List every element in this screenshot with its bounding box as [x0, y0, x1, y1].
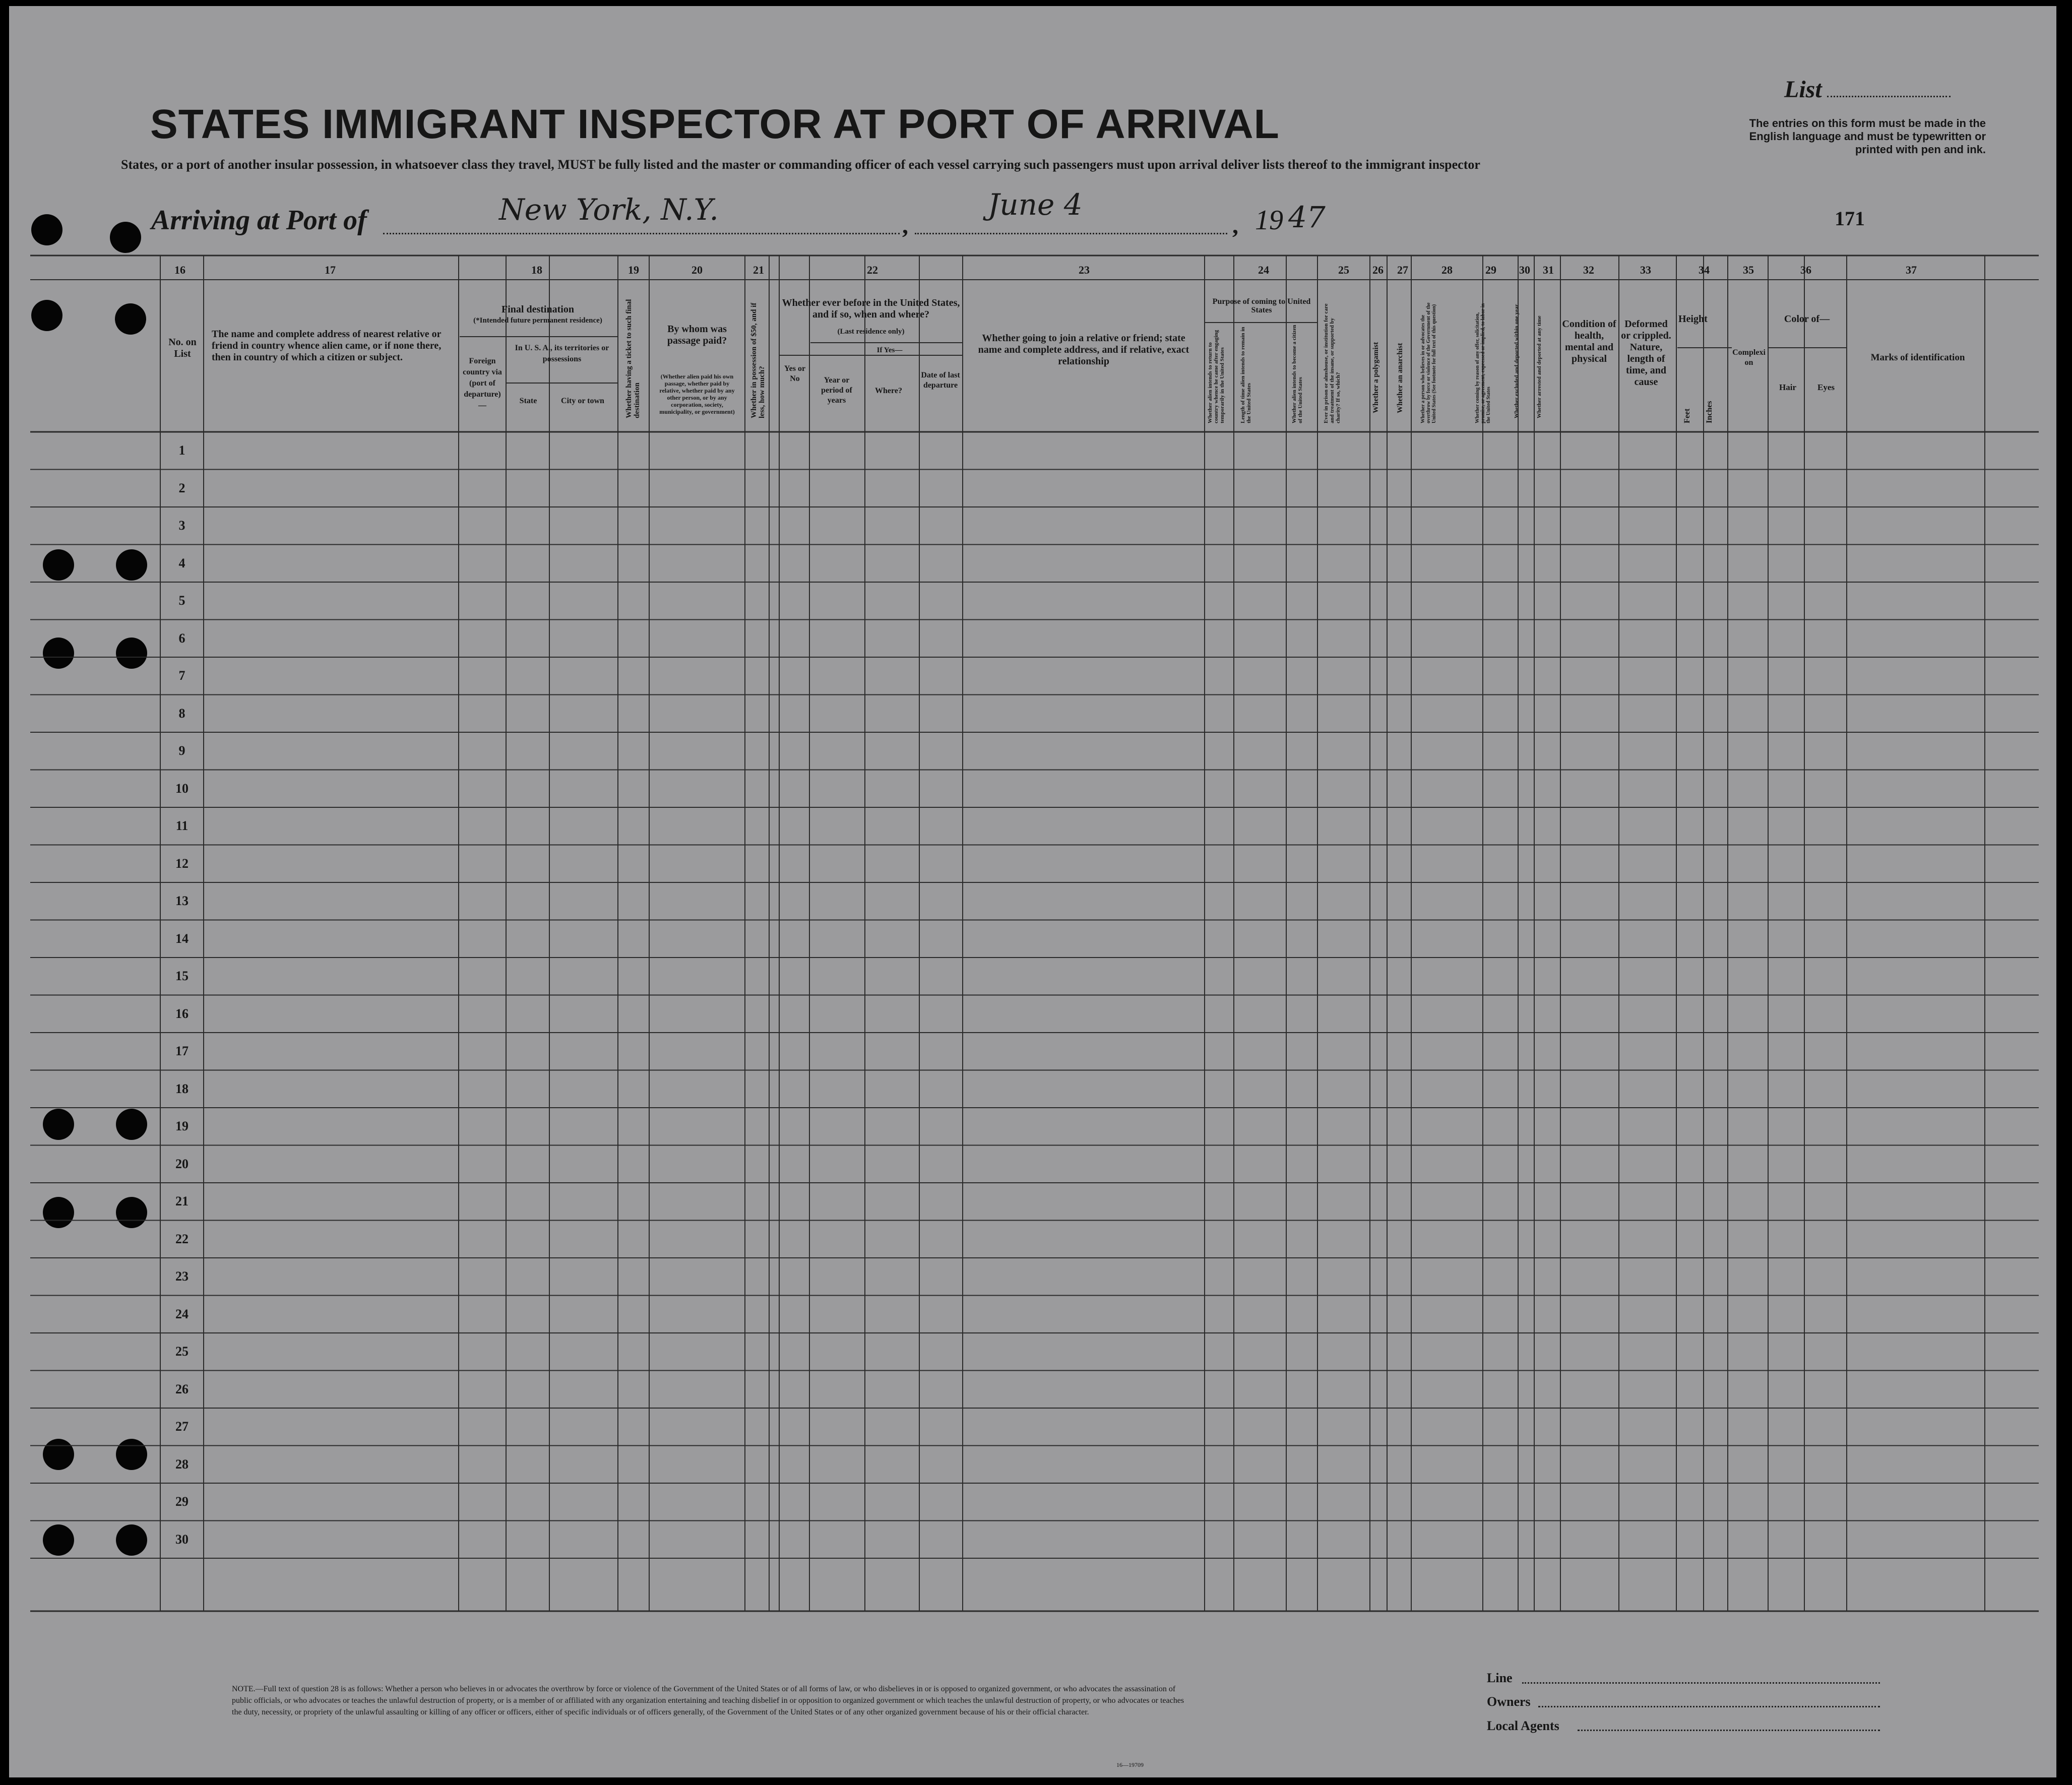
column-number: 25 [1338, 264, 1349, 276]
header-purpose-return: Whether alien intends to return to country whence he came after engaging temporarily in the United States [1207, 330, 1225, 423]
header-where: Where? [875, 387, 902, 395]
header-date-departure: Date of last departure [921, 371, 960, 390]
row-number: 16 [175, 1006, 189, 1021]
local-agents-label: Local Agents [1487, 1718, 1559, 1733]
header-fifty-dollars: Whether in possession of $50, and if less, how much? [750, 302, 766, 418]
header-city: City or town [561, 397, 604, 405]
row-number: 4 [178, 555, 185, 570]
row-number: 26 [175, 1381, 189, 1396]
header-year-period: Year or period of years [821, 376, 852, 405]
row-number: 2 [178, 480, 185, 495]
header-ever-before: Whether ever before in the United States, and if so, when and where? [782, 297, 960, 320]
arriving-label: Arriving at Port of [151, 205, 367, 236]
row-number: 5 [178, 593, 185, 608]
column-number: 27 [1397, 264, 1408, 276]
row-number: 25 [175, 1344, 189, 1359]
header-polygamist: Whether a polygamist [1372, 342, 1380, 413]
row-number: 29 [175, 1494, 189, 1509]
header-excluded: Whether excluded and deported within one year [1514, 304, 1520, 418]
form-subtitle: States, or a port of another insular possession, in whatsoever class they travel, MUST be fully listed and the master or commanding officer of each vessel carrying such passengers must upon arrival deliver lists thereof to the immigrant inspector [121, 157, 1480, 172]
header-yes-no: Yes or No [784, 364, 806, 383]
column-number: 32 [1583, 264, 1594, 276]
row-number: 30 [175, 1532, 189, 1547]
owners-field[interactable] [1538, 1706, 1880, 1707]
line-field[interactable] [1522, 1682, 1880, 1684]
header-purpose-citizen: Whether alien intends to become a citizen of the United States [1291, 325, 1303, 423]
header-anarchist: Whether an anarchist [1396, 343, 1404, 413]
header-purpose-length: Length of time alien intends to remain in the United States [1240, 327, 1252, 423]
row-number: 18 [175, 1081, 189, 1096]
line-label: Line [1487, 1671, 1513, 1685]
comma: , [1232, 212, 1238, 239]
header-passage-note: (Whether alien paid his own passage, whether paid by relative, whether paid by any other person, or by any corporation, society, municipality, or government) [659, 373, 735, 415]
header-passage-paid: By whom was passage paid? [667, 324, 727, 346]
row-number: 3 [178, 518, 185, 533]
header-state: State [519, 397, 537, 405]
row-number: 17 [175, 1044, 189, 1059]
header-if-yes: If Yes— [876, 346, 903, 354]
row-number: 10 [175, 781, 189, 796]
header-join-relative: Whether going to join a relative or friend; state name and complete address, and if relative, exact relationship [978, 333, 1189, 367]
row-number: 24 [175, 1306, 189, 1321]
header-deformed: Deformed or crippled. Nature, length of time, and cause [1621, 318, 1671, 388]
footnote: NOTE.—Full text of question 28 is as follows: Whether a person who believes in or advocates the overthrow by force or violence of the Government of the United States or of all forms of law, or who disbelieves in or is opposed to organized government, or who advocates the assassination of public officials, or who advocates or teaches the unlawful destruction of property, or is a member of or affiliated with any organization entertaining and teaching disbelief in or opposition to organized government or which teaches the unlawful destruction of property, or who advocates or teaches the duty, necessity, or propriety of the unlawful assaulting or killing of any officer or officers, either of specific individuals or of officers generally, of the Government of the United States or of any other organized government because of his or their official character. [232, 1685, 1184, 1716]
header-nearest-relative: The name and complete address of nearest relative or friend in country whence alien came, or if none there, then in country of which a citizen or subject. [212, 329, 442, 363]
header-ticket: Whether having a ticket to such final destination [625, 299, 641, 418]
row-number: 23 [175, 1269, 189, 1284]
header-marks: Marks of identification [1870, 352, 1965, 363]
port-handwritten: New York, N.Y. [499, 193, 719, 227]
column-number: 37 [1906, 264, 1917, 276]
year-prefix: 19 [1255, 205, 1283, 236]
row-number: 6 [178, 630, 185, 646]
column-number: 35 [1743, 264, 1754, 276]
form-title: STATES IMMIGRANT INSPECTOR AT PORT OF ARRIVAL [150, 101, 1280, 147]
header-overthrow: Whether a person who believes in or advocates the overthrow by force or violence of the Government of the United States (See footnote for full text of this question) [1420, 302, 1437, 423]
row-number: 12 [175, 856, 189, 871]
header-purpose: Purpose of coming to United States [1212, 297, 1311, 314]
column-number: 18 [531, 264, 542, 276]
header-hair: Hair [1779, 382, 1796, 392]
year-handwritten: 47 [1288, 200, 1326, 234]
column-number: 34 [1699, 264, 1710, 276]
header-feet: Feet [1683, 408, 1691, 423]
header-no-on-list: No. on List [168, 337, 197, 359]
column-number: 21 [753, 264, 764, 276]
comma: , [902, 212, 908, 239]
header-height: Height [1678, 313, 1708, 325]
column-number: 22 [867, 264, 878, 276]
column-number: 26 [1372, 264, 1384, 276]
header-inches: Inches [1705, 401, 1714, 423]
row-number: 1 [178, 443, 185, 458]
column-number: 28 [1441, 264, 1453, 276]
row-number: 22 [175, 1231, 189, 1246]
row-number: 9 [178, 743, 185, 758]
list-label: List [1784, 76, 1822, 103]
column-number: 19 [628, 264, 639, 276]
column-number: 33 [1640, 264, 1651, 276]
row-number: 14 [175, 931, 189, 946]
row-number: 21 [175, 1194, 189, 1209]
header-color-of: Color of— [1784, 313, 1830, 325]
header-complexion: Complexion [1732, 348, 1766, 367]
row-number: 27 [175, 1419, 189, 1434]
header-eyes: Eyes [1817, 382, 1835, 392]
owners-label: Owners [1487, 1694, 1531, 1709]
header-ever-before-note: (Last residence only) [837, 328, 905, 336]
row-number: 28 [175, 1456, 189, 1472]
header-prison: Ever in prison or almshouse, or institution for care and treatment of the insane, or supported by charity? If so, which? [1323, 303, 1341, 423]
row-number: 19 [175, 1119, 189, 1134]
header-arrested: Whether arrested and deported at any time [1536, 315, 1542, 418]
header-health: Condition of health, mental and physical [1562, 318, 1616, 364]
local-agents-field[interactable] [1578, 1730, 1880, 1731]
row-number: 20 [175, 1156, 189, 1171]
header-foreign-country: Foreign country via (port of departure)— [463, 357, 502, 410]
header-labor-offer: Whether coming by reason of any offer, solicitation, promise, or agreement, expressed or implied, to labor in the United States [1475, 303, 1491, 423]
row-number: 8 [178, 706, 185, 721]
form-code: 16—19709 [1116, 1761, 1144, 1768]
column-number: 29 [1485, 264, 1496, 276]
header-final-destination-note: (*Intended future permanent residence) [473, 316, 602, 325]
header-final-destination: Final destination [501, 304, 574, 315]
date-handwritten: June 4 [988, 187, 1083, 222]
form-notice: The entries on this form must be made in the English language and must be typewritten or printed with pen and ink. [1749, 117, 1986, 156]
column-number: 20 [692, 264, 703, 276]
column-number: 31 [1543, 264, 1554, 276]
header-in-usa: In U. S. A., its territories or possessions [515, 344, 609, 363]
row-number: 15 [175, 969, 189, 984]
row-number: 13 [175, 894, 189, 909]
column-number: 16 [174, 264, 185, 276]
row-number: 7 [178, 668, 185, 683]
column-number: 30 [1519, 264, 1530, 276]
page-number: 171 [1835, 207, 1865, 230]
column-number: 17 [325, 264, 336, 276]
row-number: 11 [175, 818, 189, 834]
column-number: 23 [1079, 264, 1090, 276]
column-number: 36 [1800, 264, 1811, 276]
column-number: 24 [1258, 264, 1269, 276]
